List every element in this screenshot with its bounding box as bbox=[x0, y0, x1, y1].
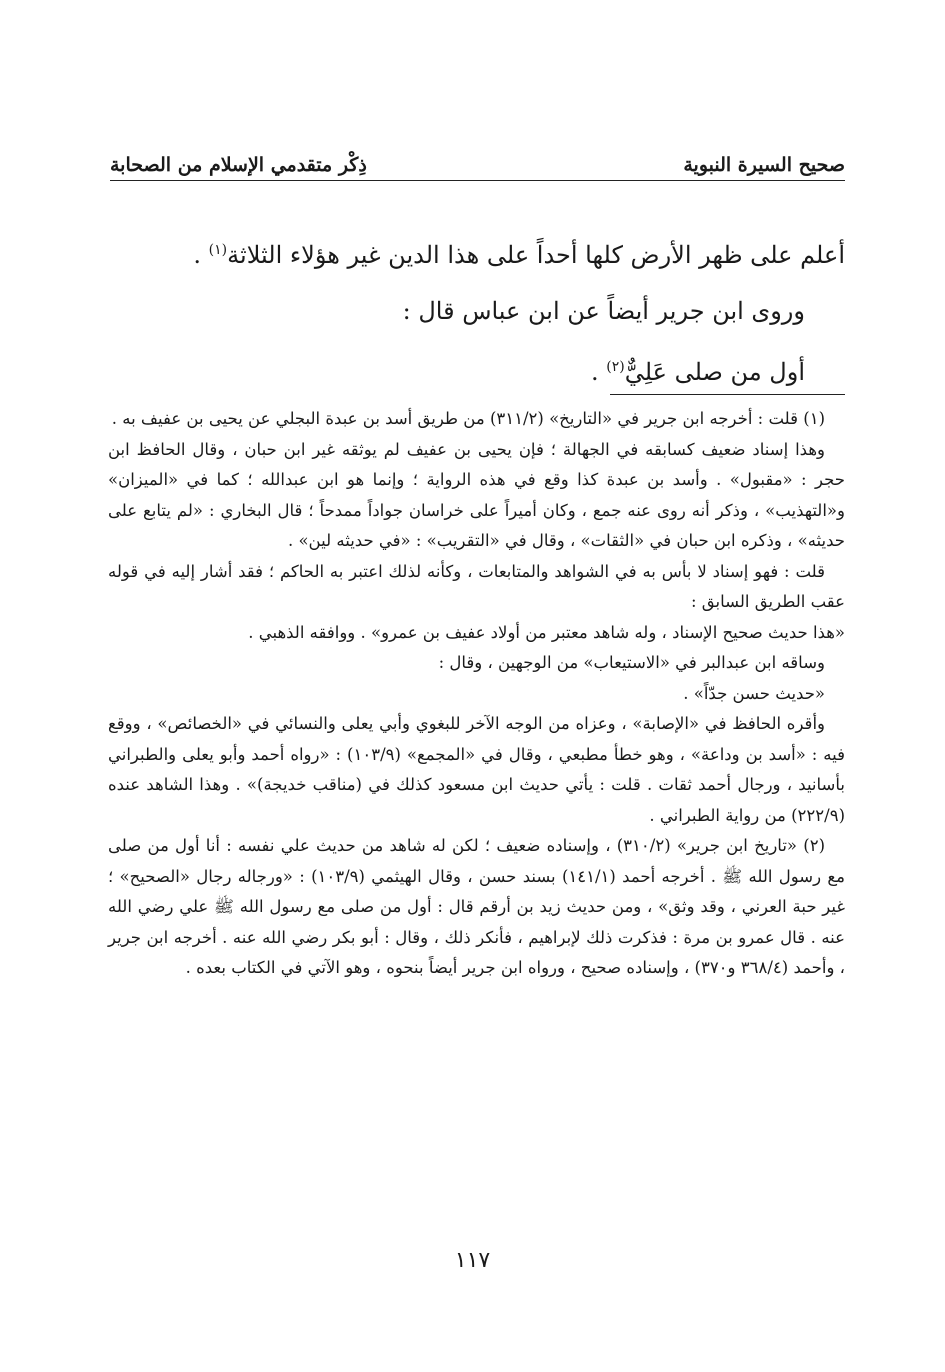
footnote-paragraph: (١) قلت : أخرجه ابن جرير في «التاريخ» (٣١١/٢) من طريق أسد بن عبدة البجلي عن يحيى بن عفيف به . bbox=[111, 409, 825, 428]
main-line-1-text: أعلم على ظهر الأرض كلها أحداً على هذا الدين غير هؤلاء الثلاثة bbox=[227, 241, 845, 269]
header-chapter-title: ذِكْر متقدمي الإسلام من الصحابة bbox=[110, 154, 367, 176]
footnote-paragraph: (٢) «تاريخ ابن جرير» (٣١٠/٢) ، وإسناده ضعيف ؛ لكن له شاهد من حديث علي نفسه : أنا أول من صلى مع رسول الله ﷺ . أخرجه أحمد (١٤١/١) بسند حسن ، وقال الهيثمي (١٠٣/٩) : «ورجاله رجال «الصحيح» ؛ غير حبة العرني ، وقد وثق» ، ومن حديث زيد بن أرقم قال : أول من صلى مع رسول الله ﷺ علي رضي الله عنه . قال عمرو بن مرة : فذكرت ذلك لإبراهيم ، فأنكر ذلك ، وقال : أبو بكر رضي الله عنه . أخرجه ابن جرير ، وأحمد (٣٦٨/٤ و٣٧٠) ، وإسناده صحيح ، ورواه ابن جرير أيضاً بنحوه ، وهو الآتي في الكتاب بعده . bbox=[108, 836, 845, 977]
running-header bbox=[110, 140, 845, 176]
footnote-paragraph: وهذا إسناد ضعيف كسابقه في الجهالة ؛ فإن يحيى بن عفيف لم يوثقه غير ابن حبان ، وقال الحافظ ابن حجر : «مقبول» . وأسد بن عبدة كذا وقع في هذه الرواية ؛ وإنما هو ابن عبدالله ؛ كما في «الميزان» و«التهذيب» ، وذكر أنه روى عنه جمع ، وكان أميراً على خراسان جواداً ممدحاً ؛ قال البخاري : «لم يتابع على حديثه» ، وذكره ابن حبان في «الثقات» ، وقال في «التقريب» : «في حديثه لين» . bbox=[108, 439, 845, 550]
footnotes bbox=[108, 404, 845, 984]
main-line-3-text: أول من صلى عَلِيٌّ bbox=[624, 358, 805, 386]
main-line-1-end: . bbox=[193, 241, 209, 269]
main-text bbox=[190, 222, 845, 400]
main-line-3-end: . bbox=[590, 358, 607, 386]
footnote-quote: «هذا حديث صحيح الإسناد ، وله شاهد معتبر من أولاد عفيف بن عمرو» . ووافقه الذهبي . bbox=[248, 622, 845, 642]
main-line-1 bbox=[190, 222, 845, 283]
main-line-2: وروى ابن جرير أيضاً عن ابن عباس قال : bbox=[402, 297, 805, 325]
main-line-3 bbox=[190, 339, 845, 400]
footnote-ref-1: (١) bbox=[208, 242, 228, 258]
footnote-ref-2: (٢) bbox=[606, 359, 625, 375]
footnote-paragraph: وأقره الحافظ في «الإصابة» ، وعزاه من الوجه الآخر للبغوي وأبي يعلى والنسائي في «الخصائص» ، ووقع فيه : «أسد بن وداعة» ، وهو خطأ مطبعي ، وقال في «المجمع» (١٠٣/٩) : «رواه أحمد وأبو يعلى والطبراني بأسانيد ، ورجال أحمد ثقات . قلت : يأتي حديث ابن مسعود كذلك في (مناقب خديجة)» . وهذا الشاهد عنده (٢٢٢/٩) من رواية الطبراني . bbox=[108, 714, 845, 825]
page-number: ١١٧ bbox=[454, 1248, 491, 1273]
header-divider bbox=[110, 180, 845, 181]
footnote-divider bbox=[610, 394, 845, 395]
footnote-paragraph: قلت : فهو إسناد لا بأس به في الشواهد والمتابعات ، وكأنه لذلك اعتبر به الحاكم ؛ فقد أشار إليه في قوله عقب الطريق السابق : bbox=[108, 561, 845, 611]
footnote-quote: «حديث حسن جدّاً» . bbox=[683, 683, 825, 703]
footnote-paragraph: وساقه ابن عبدالبر في «الاستيعاب» من الوجهين ، وقال : bbox=[438, 653, 825, 672]
header-book-title: صحيح السيرة النبوية bbox=[683, 154, 845, 176]
